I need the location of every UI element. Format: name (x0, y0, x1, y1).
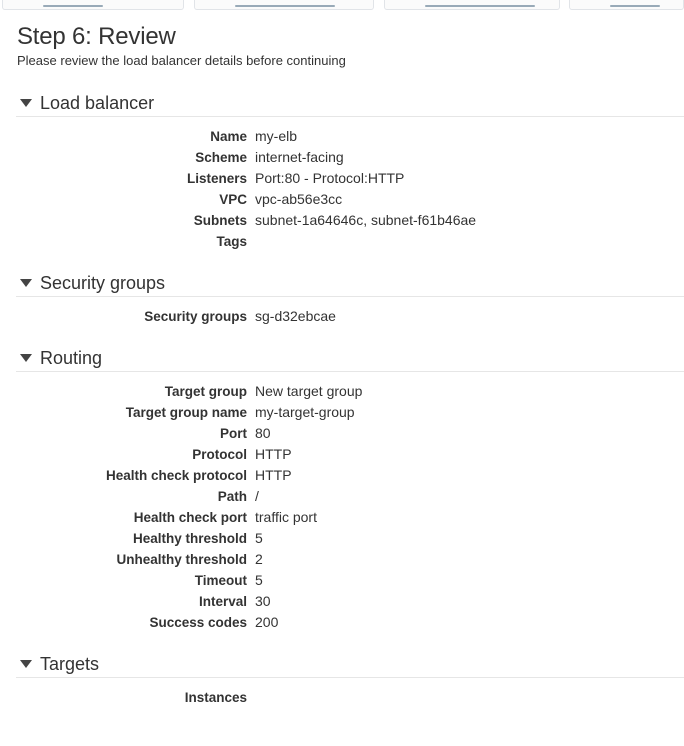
section-title: Load balancer (40, 93, 155, 113)
detail-value: my-elb (255, 128, 298, 144)
section-header-security-groups[interactable] (16, 273, 684, 297)
detail-row-listeners (0, 168, 684, 189)
section-header-routing[interactable] (16, 348, 684, 372)
section-header-targets[interactable] (16, 654, 684, 678)
detail-value: HTTP (255, 467, 292, 483)
detail-row-name (0, 126, 684, 147)
detail-label: Path (217, 489, 247, 504)
detail-label: Security groups (144, 309, 247, 324)
detail-value: 5 (255, 530, 263, 546)
detail-label: Unhealthy threshold (116, 552, 247, 567)
section-title: Security groups (40, 273, 166, 293)
caret-down-icon (20, 354, 32, 362)
detail-value: New target group (255, 383, 363, 399)
detail-row-path (0, 486, 684, 507)
detail-row-interval (0, 591, 684, 612)
detail-label: Scheme (195, 150, 247, 165)
detail-label: Instances (184, 690, 247, 705)
detail-value: HTTP (255, 446, 292, 462)
detail-row-health-check-protocol (0, 465, 684, 486)
detail-row-tags (0, 231, 684, 252)
detail-value: internet-facing (255, 149, 344, 165)
detail-value: 2 (255, 551, 263, 567)
detail-row-health-check-port (0, 507, 684, 528)
detail-label: Port (220, 426, 247, 441)
detail-row-vpc (0, 189, 684, 210)
detail-value: subnet-1a64646c, subnet-f61b46ae (255, 212, 477, 228)
detail-row-target-group (0, 381, 684, 402)
detail-row-subnets (0, 210, 684, 231)
detail-row-protocol (0, 444, 684, 465)
detail-value: sg-d32ebcae (255, 308, 336, 324)
detail-label: Timeout (194, 573, 247, 588)
page-subtitle: Please review the load balancer details before continuing (17, 53, 346, 68)
detail-value: 5 (255, 572, 263, 588)
section-header-load-balancer[interactable] (16, 93, 684, 117)
detail-label: Interval (198, 594, 247, 609)
detail-row-security-groups (0, 306, 684, 327)
caret-down-icon (20, 660, 32, 668)
detail-row-success-codes (0, 612, 684, 633)
detail-row-port (0, 423, 684, 444)
detail-row-target-group-name (0, 402, 684, 423)
caret-down-icon (20, 99, 32, 107)
wizard-step-tab[interactable] (194, 0, 374, 10)
detail-value: 30 (255, 593, 271, 609)
section-title: Targets (40, 654, 100, 674)
detail-value: / (255, 488, 259, 504)
detail-value: traffic port (255, 509, 317, 525)
detail-row-instances (0, 687, 684, 708)
detail-row-healthy-threshold (0, 528, 684, 549)
detail-label: Tags (216, 234, 247, 249)
detail-row-unhealthy-threshold (0, 549, 684, 570)
detail-label: Target group name (125, 405, 247, 420)
detail-value: my-target-group (255, 404, 355, 420)
detail-label: Subnets (193, 213, 247, 228)
detail-row-scheme (0, 147, 684, 168)
detail-value: vpc-ab56e3cc (255, 191, 343, 207)
detail-value: 80 (255, 425, 271, 441)
page-title: Step 6: Review (17, 23, 176, 50)
detail-row-timeout (0, 570, 684, 591)
detail-label: Health check port (133, 510, 247, 525)
detail-label: Listeners (186, 171, 247, 186)
detail-label: Success codes (149, 615, 247, 630)
detail-label: Health check protocol (105, 468, 247, 483)
wizard-step-tabs (0, 0, 684, 11)
wizard-step-tab[interactable] (569, 0, 684, 10)
caret-down-icon (20, 279, 32, 287)
detail-value: 200 (255, 614, 279, 630)
wizard-step-tab[interactable] (2, 0, 184, 10)
detail-label: VPC (219, 192, 247, 207)
detail-label: Healthy threshold (132, 531, 247, 546)
detail-label: Protocol (192, 447, 247, 462)
detail-label: Name (210, 129, 247, 144)
section-title: Routing (40, 348, 103, 368)
detail-label: Target group (164, 384, 247, 399)
wizard-step-tab[interactable] (384, 0, 560, 10)
detail-value: Port:80 - Protocol:HTTP (255, 170, 405, 186)
